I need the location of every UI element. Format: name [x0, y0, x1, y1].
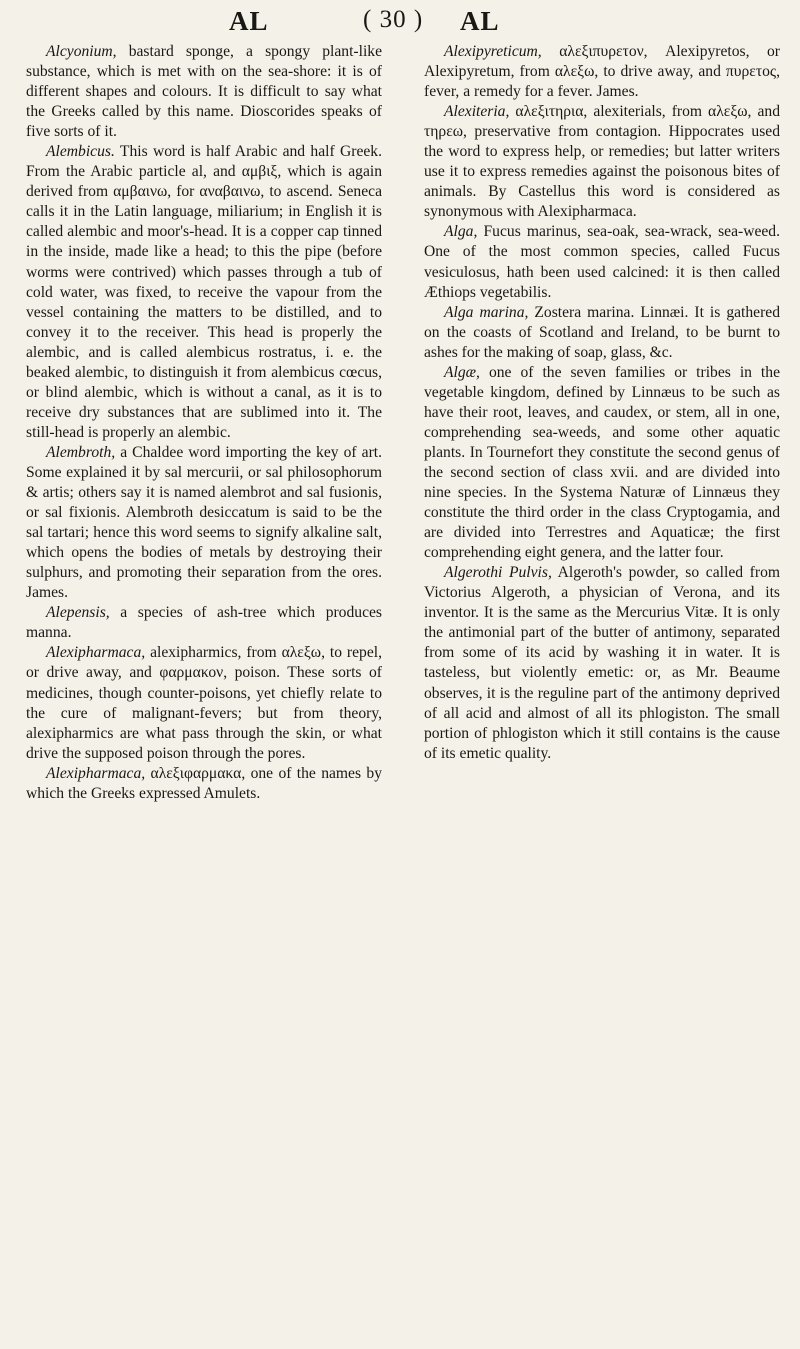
entry-alga-marina — [424, 303, 780, 363]
entry-headword: Alexipyreticum, — [444, 43, 542, 60]
entry-headword: Alga, — [444, 223, 478, 241]
entry-body: αλεξιτηρια, alexiterials, from αλεξω, and τηρεω, preservative from contagion. Hippocrates used the word to express help, or remedies; but latter writers use it to express remedies against the poisonous bites of animals. By Castellus this word is considered as synonymous with Alexipharmaca. — [424, 103, 780, 221]
entry-alembicus — [26, 142, 382, 443]
entry-body: a Chaldee word importing the key of art. Some explained it by sal mercurii, or sal philosophorum & artis; others say it is named alembrot and sal fusionis, or sal fixionis. Alembroth desiccatum is said to be the sal tartari; hence this word seems to signify alkaline salt, which opens the bodies of metals by destroying their sulphurs, and promoting their separation from the ores. James. — [26, 443, 382, 602]
entry-headword: Alepensis, — [46, 604, 110, 622]
entry-body: αλεξιφαρμακα, one of the names by which the Greeks expressed Amulets. — [26, 764, 382, 802]
entry-headword: Alembicus. — [46, 143, 115, 161]
entry-body: alexipharmics, from αλεξω, to repel, or drive away, and φαρμακον, poison. These sorts of medicines, though counter-poisons, yet chiefly relate to the cure of malignant-fevers; but from theory, alexipharmics are what pass through the skin, or what drive the supposed poison through the pores. — [26, 644, 382, 762]
header-left-guide-word: AL — [229, 6, 269, 36]
running-header — [0, 6, 800, 40]
header-right-guide-word: AL — [460, 6, 500, 36]
entry-algerothi-pulvis — [424, 563, 780, 763]
right-column — [424, 42, 780, 764]
entry-alexiteria — [424, 102, 780, 222]
entry-alepensis — [26, 603, 382, 643]
entry-body: a species of ash-tree which produces manna. — [26, 604, 382, 642]
entry-body: one of the seven families or tribes in the vegetable kingdom, defined by Linnæus to be such as have their root, leaves, and caudex, or stem, all in one, comprehending sea-weeds, and some other aquatic plants. In Tournefort they constitute the second genus of the second section of class xvii. and are divided into nine species. In the Systema Naturæ of Linnæus they constitute the third order in the class Cryptogamia, and are divided into Terrestres and Aquaticæ; the first comprehending eight genera, and the latter four. — [424, 363, 780, 562]
entry-headword: Alga marina, — [444, 303, 529, 321]
entry-headword: Algæ, — [444, 363, 480, 381]
entry-body: bastard sponge, a spongy plant-like substance, which is met with on the sea-shore: it is of different shapes and colours. It is difficult to say what the Greeks called by this name. Dioscorides speaks of five sorts of it. — [26, 43, 382, 141]
entry-body: Fucus marinus, sea-oak, sea-wrack, sea-weed. One of the most common species, called Fucus vesiculosus, hath been used calcined: it is then called Æthiops vegetabilis. — [424, 223, 780, 301]
page-number: ( 30 ) — [363, 6, 424, 33]
entry-body: Algeroth's powder, so called from Victorius Algeroth, a physician of Verona, and its inventor. It is the same as the Mercurius Vitæ. It is only the antimonial part of the butter of antimony, separated from some of its acid by washing it in water. It is tasteless, but violently emetic: or, as Mr. Beaume observes, it is the reguline part of the antimony deprived of all acid and almost of all its phlogiston. The small portion of phlogiston which it still contains is the cause of its emetic quality. — [424, 564, 780, 762]
left-column — [26, 42, 382, 804]
entry-alexipharmaca — [26, 643, 382, 763]
entry-headword: Alexipharmaca, — [46, 764, 146, 782]
entry-alexipyreticum — [424, 42, 780, 102]
entry-body: Zostera marina. Linnæi. It is gathered on the coasts of Scotland and Ireland, to be burnt to ashes for the making of soap, glass, &c. — [424, 303, 780, 361]
entry-headword: Algerothi Pulvis, — [444, 564, 552, 582]
entry-alga — [424, 222, 780, 302]
entry-headword: Alembroth, — [46, 443, 116, 461]
entry-headword: Alexiteria, — [444, 103, 510, 121]
entry-alexipharmaca-amulets — [26, 764, 382, 804]
entry-algae — [424, 363, 780, 563]
entry-headword: Alcyonium, — [46, 43, 117, 60]
entry-body: This word is half Arabic and half Greek. From the Arabic particle al, and αμβιξ, which is again derived from αμβαινω, for αναβαινω, to ascend. Seneca calls it in the Latin language, miliarium; in English it is called alembic and moor's-head. It is a copper cap tinned in the inside, made like a head; to this the pipe (before worms were contrived) which passes through a tub of cold water, was fixed, to receive the vapour from the vessel containing the matters to be distilled, and to convey it to the receiver. This head is properly the alembic, and is called alembicus rostratus, i. e. the beaked alembic, to distinguish it from alembicus cœcus, or blind alembic, which is without a canal, as it is to receive dry substances that are sublimed into it. The still-head is properly an alembic. — [26, 143, 382, 441]
entry-alembroth — [26, 443, 382, 603]
entry-body: αλεξιπυρετον, Alexipyretos, or Alexipyretum, from αλεξω, to drive away, and πυρετος, fever, a remedy for a fever. James. — [424, 43, 780, 101]
entry-alcyonium — [26, 42, 382, 142]
entry-headword: Alexipharmaca, — [46, 644, 146, 662]
